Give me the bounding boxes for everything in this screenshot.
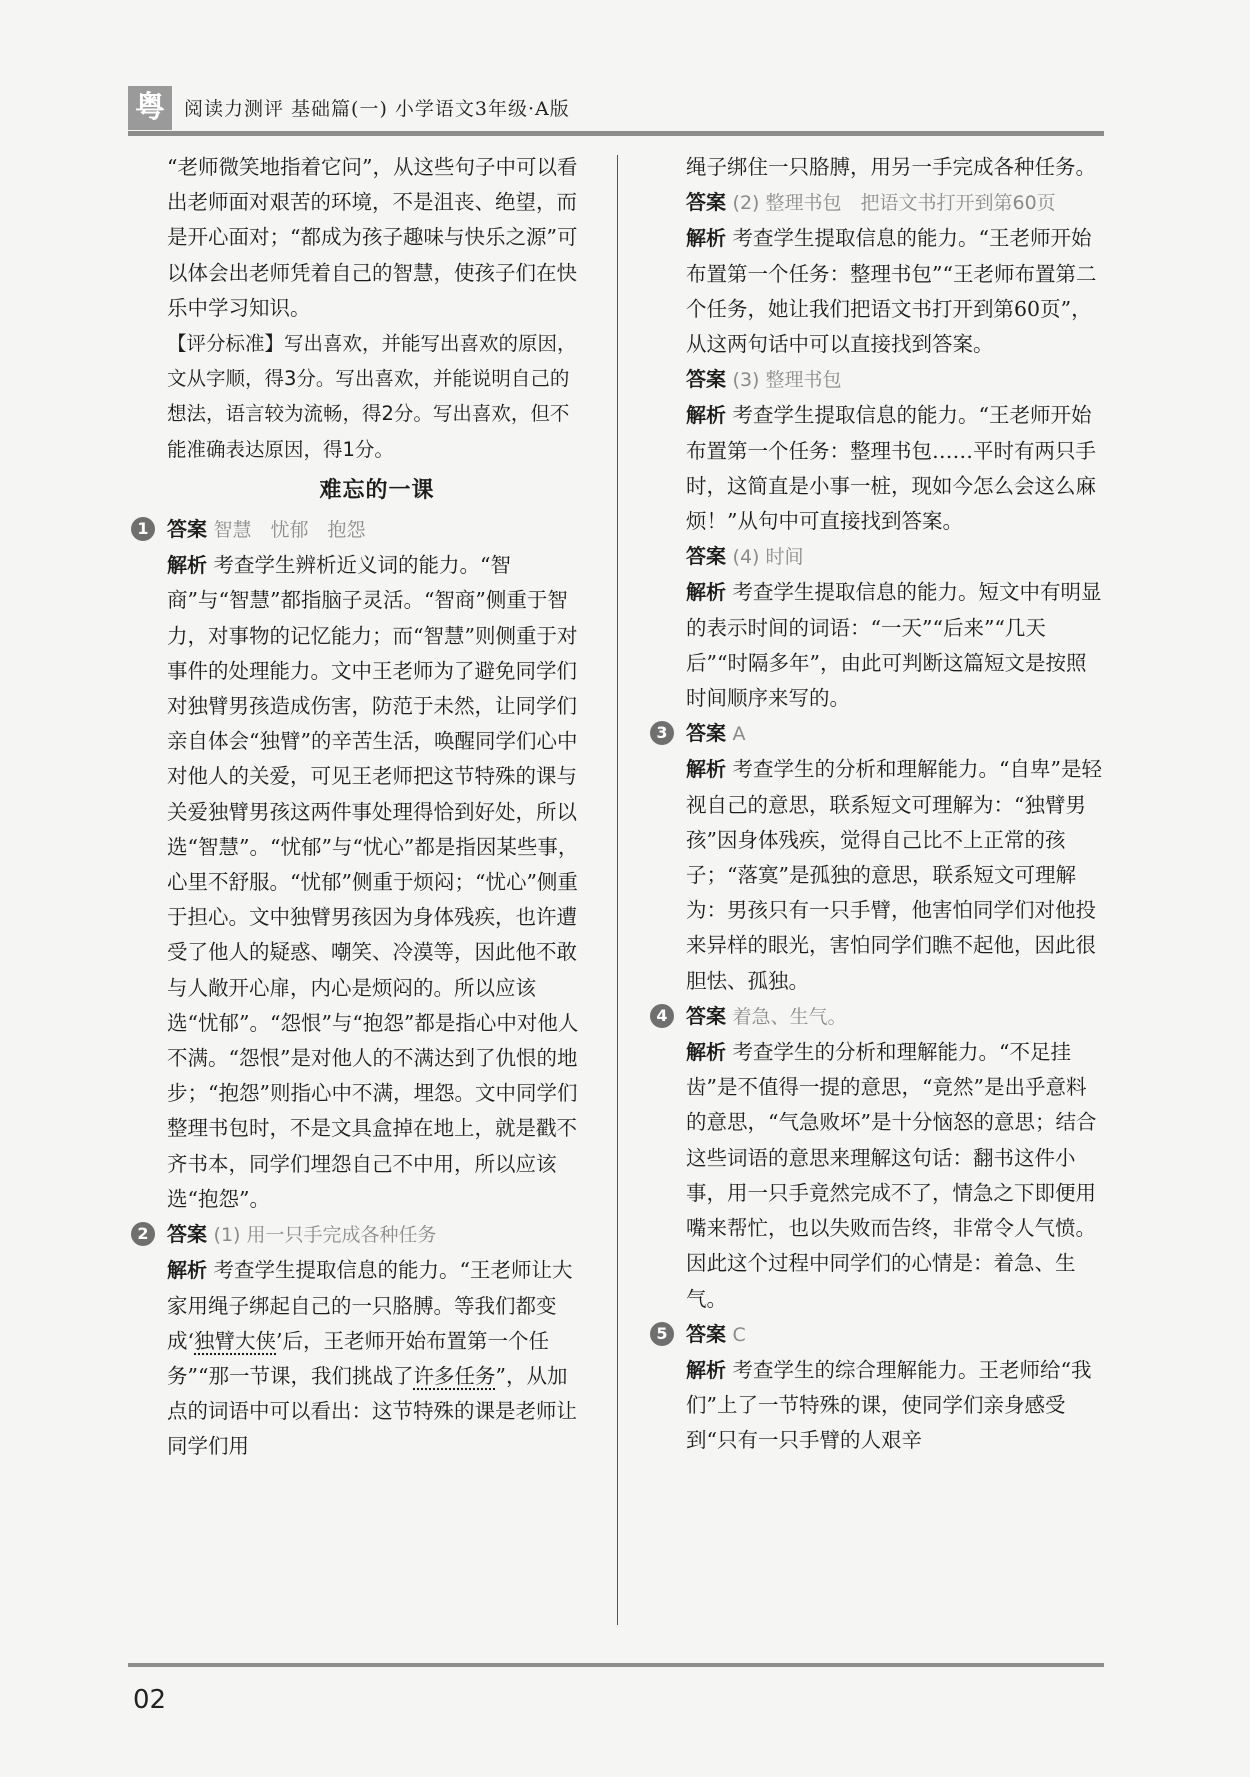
analysis-label: 解析	[686, 1357, 726, 1382]
analysis-label: 解析	[686, 580, 726, 605]
analysis-label: 解析	[686, 403, 726, 428]
question-3	[656, 716, 1106, 999]
analysis-text: 考查学生提取信息的能力。“王老师开始布置第一个任务：整理书包”“王老师布置第二个任务，她让我们把语文书打开到第60页”，从这两句话中可以直接找到答案。	[686, 226, 1097, 357]
question-5	[656, 1317, 1106, 1459]
answer-label: 答案	[686, 544, 726, 569]
answer-text: (3) 整理书包	[732, 369, 842, 392]
answer-label: 答案	[686, 1003, 726, 1028]
scoring-criteria: 【评分标准】写出喜欢，并能写出喜欢的原因，文从字顺，得3分。写出喜欢，并能说明自己的想法，语言较为流畅，得2分。写出喜欢，但不能准确表达原因，得1分。	[167, 332, 577, 461]
answer-label: 答案	[167, 517, 207, 542]
question-2-part-2	[686, 185, 1106, 362]
header-rule	[128, 131, 1104, 136]
answer-label: 答案	[686, 721, 726, 746]
intro-paragraph: “老师微笑地指着它问”，从这些句子中可以看出老师面对艰苦的环境，不是沮丧、绝望，而是开心面对；“都成为孩子趣味与快乐之源”可以体会出老师凭着自己的智慧，使孩子们在快乐中学习知识。	[167, 155, 578, 320]
analysis-text: 考查学生的综合理解能力。王老师给“我们”上了一节特殊的课，使同学们亲身感受到“只有一只手臂的人艰辛	[686, 1357, 1092, 1453]
answer-text: A	[732, 723, 746, 746]
page-header	[128, 86, 1104, 128]
header-title: 阅读力测评 基础篇(一) 小学语文3年级·A版	[184, 98, 570, 120]
dotted-word-1: 独臂大侠	[194, 1328, 277, 1353]
analysis-label: 解析	[686, 757, 726, 782]
question-4	[656, 999, 1106, 1317]
question-number: 1	[131, 517, 155, 541]
analysis-label: 解析	[167, 553, 207, 578]
question-2	[137, 1217, 587, 1464]
answer-label: 答案	[686, 367, 726, 392]
answer-label: 答案	[686, 190, 726, 215]
analysis-text-a: 考查学生提取信息的能力。“王老师让大家用绳子绑起自己的一只胳膊。等我们都变成‘	[167, 1258, 573, 1353]
column-divider	[617, 155, 618, 1625]
analysis-label: 解析	[686, 1040, 726, 1065]
right-column	[656, 150, 1106, 1459]
analysis-text-b: ’后，王老师开始布置第一个任务”“那一节课，我们挑战了	[167, 1328, 550, 1388]
analysis-text-c: ”，从加点的词语中可以看出：这节特殊的课是老师让同学们用	[167, 1363, 577, 1459]
section-title: 难忘的一课	[319, 477, 435, 503]
answer-text: (4) 时间	[732, 546, 804, 569]
left-column	[137, 150, 587, 1465]
question-number: 2	[131, 1222, 155, 1246]
analysis-text: 考查学生提取信息的能力。“王老师开始布置第一个任务：整理书包……平时有两只手时，这简直是小事一桩，现如今怎么会这么麻烦！”从句中可直接找到答案。	[686, 403, 1096, 534]
analysis-label: 解析	[686, 226, 726, 251]
answer-text: C	[732, 1323, 746, 1346]
question-number: 4	[650, 1004, 674, 1028]
answer-text: (1) 用一只手完成各种任务	[213, 1224, 437, 1247]
question-number: 3	[650, 721, 674, 745]
analysis-label: 解析	[167, 1258, 207, 1283]
analysis-text: 考查学生辨析近义词的能力。“智商”与“智慧”都指脑子灵活。“智商”侧重于智力，对事物的记忆能力；而“智慧”则侧重于对事件的处理能力。文中王老师为了避免同学们对独臂男孩造成伤害，防范于未然，让同学们亲自体会“独臂”的辛苦生活，唤醒同学们心中对他人的关爱，可见王老师把这节特殊的课与关爱独臂男孩这两件事处理得恰到好处，所以选“智慧”。“忧郁”与“忧心”都是指因某些事，心里不舒服。“忧郁”侧重于烦闷；“忧心”侧重于担心。文中独臂男孩因为身体残疾，也许遭受了他人的疑惑、嘲笑、冷漠等，因此他不敢与人敞开心扉，内心是烦闷的。所以应该选“忧郁”。“怨恨”与“抱怨”都是指心中对他人不满。“怨恨”是对他人的不满达到了仇恨的地步；“抱怨”则指心中不满，埋怨。文中同学们整理书包时，不是文具盒掉在地上，就是戳不齐书本，同学们埋怨自己不中用，所以应该选“抱怨”。	[167, 553, 579, 1211]
page-number: 02	[133, 1685, 167, 1715]
question-1	[137, 512, 587, 1217]
answer-label: 答案	[686, 1321, 726, 1346]
q2-continuation: 绳子绑住一只胳膊，用另一手完成各种任务。	[686, 155, 1096, 179]
question-2-part-3	[686, 362, 1106, 539]
dotted-word-2: 许多任务	[413, 1363, 496, 1388]
analysis-text: 考查学生的分析和理解能力。“自卑”是轻视自己的意思，联系短文可理解为：“独臂男孩”因身体残疾，觉得自己比不上正常的孩子；“落寞”是孤独的意思，联系短文可理解为：男孩只有一只手臂，他害怕同学们对他投来异样的眼光，害怕同学们瞧不起他，因此很胆怯、孤独。	[686, 757, 1102, 993]
answer-text: 智慧 忧郁 抱怨	[213, 519, 366, 542]
footer-rule	[128, 1663, 1104, 1667]
question-number: 5	[650, 1322, 674, 1346]
answer-text: (2) 整理书包 把语文书打开到第60页	[732, 192, 1056, 215]
logo-badge: 粤	[128, 86, 172, 130]
answer-text: 着急、生气。	[732, 1005, 847, 1028]
answer-label: 答案	[167, 1222, 207, 1247]
question-2-part-4	[686, 539, 1106, 716]
analysis-text: 考查学生的分析和理解能力。“不足挂齿”是不值得一提的意思，“竟然”是出乎意料的意思，“气急败坏”是十分恼怒的意思；结合这些词语的意思来理解这句话：翻书这件小事，用一只手竟然完成不了，情急之下即便用嘴来帮忙，也以失败而告终，非常令人气愤。因此这个过程中同学们的心情是：着急、生气。	[686, 1040, 1097, 1311]
analysis-text: 考查学生提取信息的能力。短文中有明显的表示时间的词语：“一天”“后来”“几天后”“时隔多年”，由此可判断这篇短文是按照时间顺序来写的。	[686, 580, 1102, 711]
